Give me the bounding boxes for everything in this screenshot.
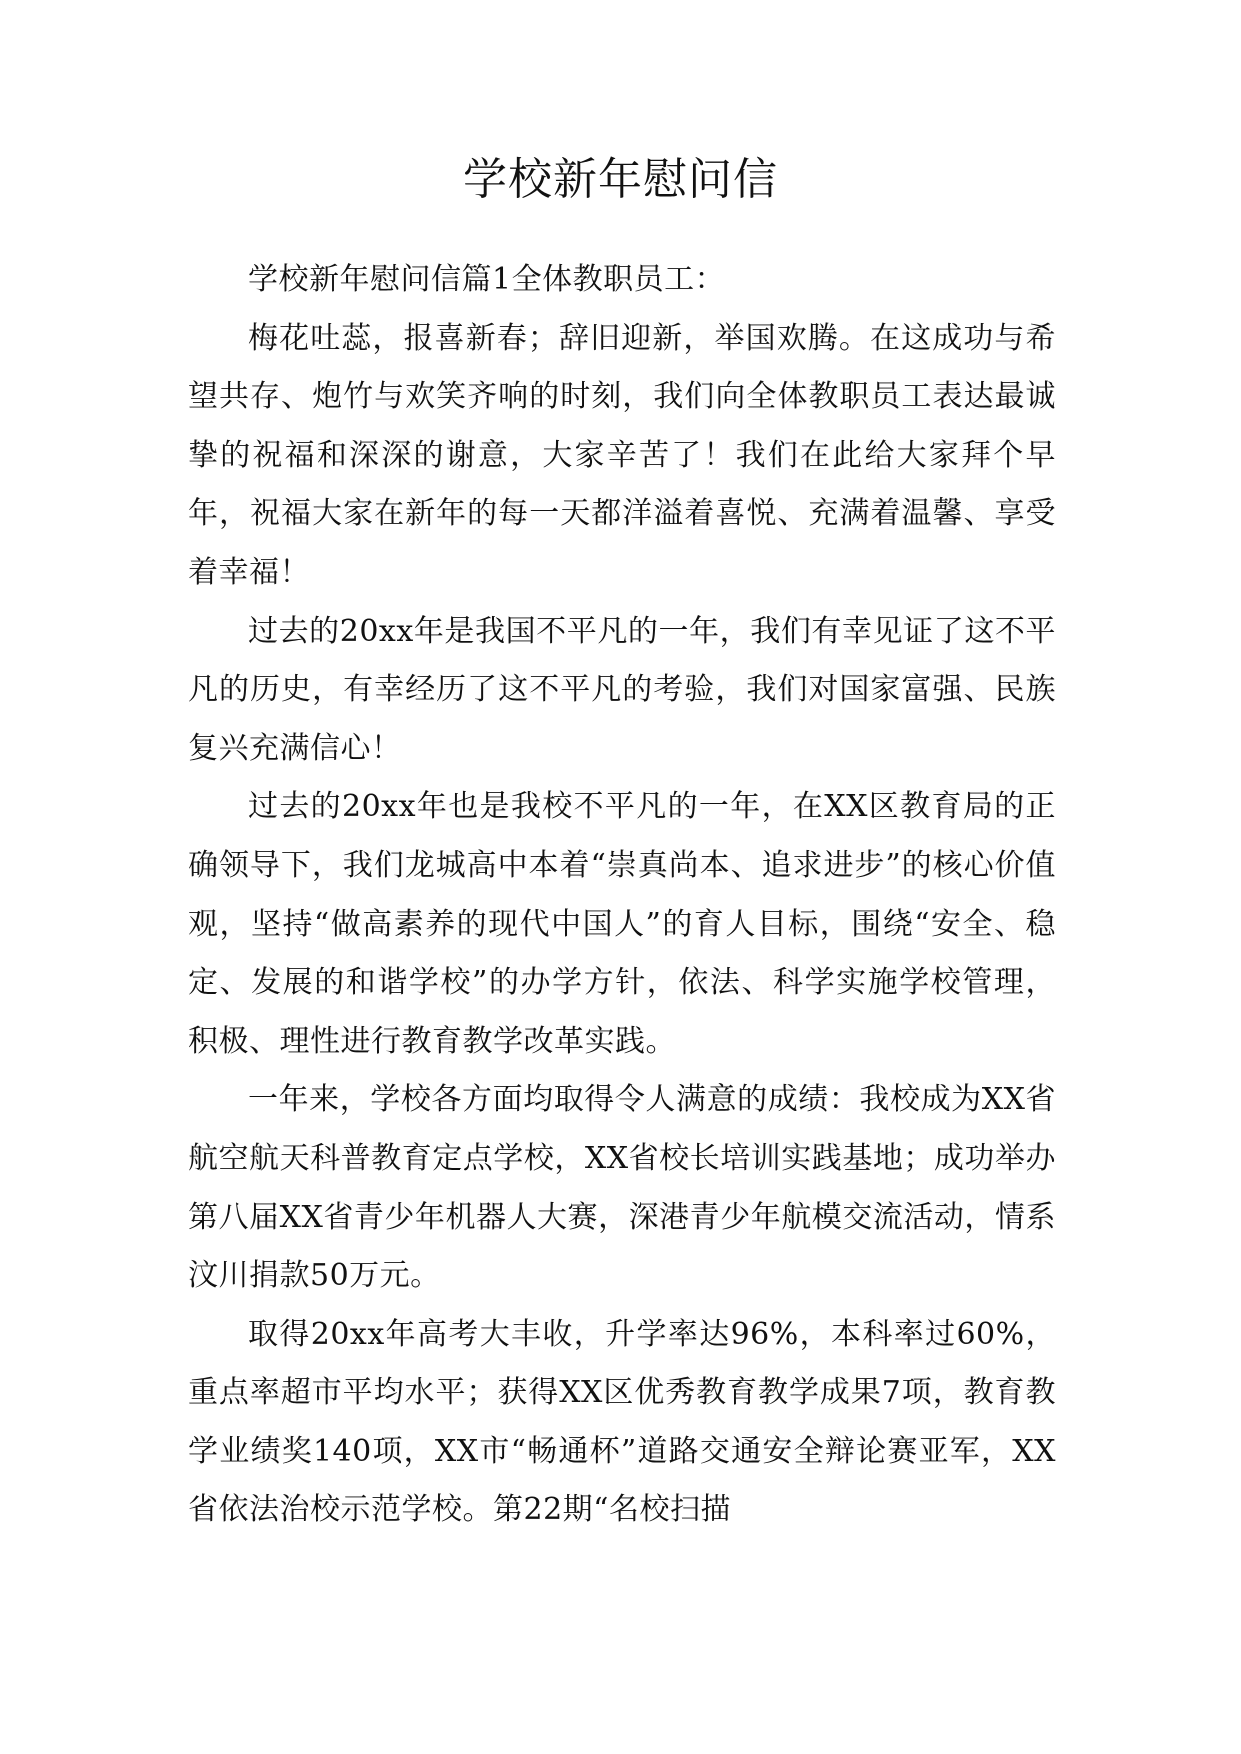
paragraph-salutation: 学校新年慰问信篇1全体教职员工：: [248, 262, 726, 297]
paragraph-exam-results: 取得20xx年高考大丰收，升学率达96%，本科率过60%，重点率超市平均水平；获得XX区优秀教育教学成果7项，教育教学业绩奖140项，XX市“畅通杯”道路交通安全辩论赛亚军，XX省依法治校示范学校。第22期“名校扫描: [188, 1316, 1056, 1528]
paragraph-greeting: 梅花吐蕊，报喜新春；辞旧迎新，举国欢腾。在这成功与希望共存、炮竹与欢笑齐响的时刻，我们向全体教职员工表达最诚挚的祝福和深深的谢意，大家辛苦了！我们在此给大家拜个早年，祝福大家在新年的每一天都洋溢着喜悦、充满着温馨、享受着幸福！: [188, 320, 1056, 590]
document-body: [188, 251, 1056, 1540]
document-title: 学校新年慰问信: [463, 154, 778, 205]
paragraph-national-year: 过去的20xx年是我国不平凡的一年，我们有幸见证了这不平凡的历史，有幸经历了这不平凡的考验，我们对国家富强、民族复兴充满信心！: [188, 613, 1056, 766]
paragraph-school-year: 过去的20xx年也是我校不平凡的一年，在XX区教育局的正确领导下，我们龙城高中本着“崇真尚本、追求进步”的核心价值观，坚持“做高素养的现代中国人”的育人目标，围绕“安全、稳定、发展的和谐学校”的办学方针，依法、科学实施学校管理，积极、理性进行教育教学改革实践。: [188, 789, 1056, 1059]
paragraph-achievements: 一年来，学校各方面均取得令人满意的成绩：我校成为XX省航空航天科普教育定点学校，XX省校长培训实践基地；成功举办第八届XX省青少年机器人大赛，深港青少年航模交流活动，情系汶川捐款50万元。: [188, 1082, 1056, 1294]
